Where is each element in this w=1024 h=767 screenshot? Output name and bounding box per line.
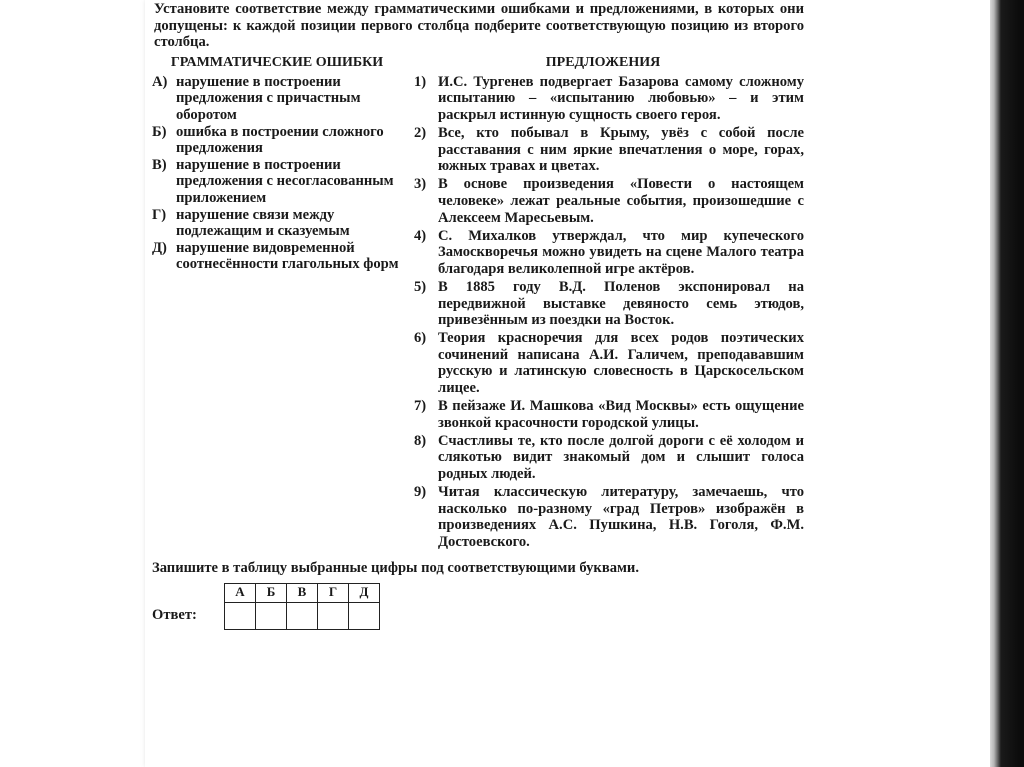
answer-instructions: Запишите в таблицу выбранные цифры под соответствующими буквами.	[152, 559, 639, 576]
sentence-text: Читая классическую литературу, замечаешь, что насколько по-разному «град Петров» изображён в произведениях А.С. Пушкина, Н.В. Гоголя, Ф.М. Достоевского.	[438, 484, 804, 550]
answer-input-cell[interactable]	[256, 602, 287, 629]
sentence-item	[414, 279, 804, 329]
sentence-text: Теория красноречия для всех родов поэтических сочинений написана А.И. Галичем, преподававшим русскую и латинскую словесность в Царскосельском лицее.	[438, 330, 804, 396]
sentence-item	[414, 228, 804, 278]
error-item	[152, 74, 414, 124]
error-item	[152, 240, 414, 273]
answer-table-header-row	[225, 583, 380, 602]
sentence-number: 3)	[414, 176, 427, 193]
error-text: нарушение связи между подлежащим и сказуемым	[176, 206, 350, 240]
sentence-item	[414, 433, 804, 483]
answer-input-cell[interactable]	[318, 602, 349, 629]
error-letter: Д)	[152, 239, 167, 256]
answer-input-cell[interactable]	[349, 602, 380, 629]
sentence-text: В пейзаже И. Машкова «Вид Москвы» есть ощущение звонкой красочности городской улицы.	[438, 398, 804, 431]
sentence-number: 6)	[414, 330, 427, 347]
sentence-item	[414, 398, 804, 431]
matching-columns	[152, 74, 804, 552]
heading-sentences: ПРЕДЛОЖЕНИЯ	[545, 54, 661, 70]
sentence-text: Счастливы те, кто после долгой дороги с её холодом и слякотью видит знакомый дом и слышит голоса родных людей.	[438, 432, 804, 482]
error-letter: Г)	[152, 206, 167, 223]
error-text: нарушение в построении предложения с причастным оборотом	[176, 73, 361, 123]
error-letter: Б)	[152, 123, 167, 140]
answer-block	[152, 583, 804, 630]
sentence-item	[414, 330, 804, 396]
task-instructions: Установите соответствие между грамматическими ошибками и предложениями, в которых они допущены: к каждой позиции первого столбца подберите соответствующую позицию из второго столбца.	[154, 1, 804, 51]
sentence-text: С. Михалков утверждал, что мир купеческого Замоскворечья можно увидеть на сцене Малого театра благодаря великолепной игре актёров.	[438, 227, 804, 277]
sentence-number: 9)	[414, 484, 427, 501]
errors-column	[152, 74, 414, 552]
answer-letter-cell: А	[225, 583, 256, 602]
task-document	[152, 0, 804, 767]
sentences-column	[414, 74, 804, 552]
answer-letter-cell: Б	[256, 583, 287, 602]
error-item	[152, 207, 414, 240]
answer-letter-cell: Г	[318, 583, 349, 602]
heading-grammatical-errors: ГРАММАТИЧЕСКИЕ ОШИБКИ	[170, 54, 384, 70]
sentence-number: 4)	[414, 227, 427, 244]
error-text: нарушение видовременной соотнесённости глагольных форм	[176, 239, 399, 273]
sentence-number: 7)	[414, 398, 427, 415]
answer-table-input-row	[225, 602, 380, 629]
error-text: ошибка в построении сложного предложения	[176, 123, 384, 157]
sentence-item	[414, 74, 804, 124]
sentence-number: 5)	[414, 278, 427, 295]
slide-edge-shadow	[990, 0, 1024, 767]
sentence-number: 1)	[414, 73, 427, 90]
answer-input-cell[interactable]	[287, 602, 318, 629]
column-headings	[152, 55, 804, 70]
error-item	[152, 124, 414, 157]
answer-letter-cell: Д	[349, 583, 380, 602]
error-item	[152, 157, 414, 207]
sentence-text: Все, кто побывал в Крыму, увёз с собой после расставания с ним яркие впечатления о море, горах, южных травах и цветах.	[438, 125, 804, 175]
error-letter: В)	[152, 156, 167, 173]
sentence-text: В 1885 году В.Д. Поленов экспонировал на передвижной выставке девяносто семь этюдов, привезённым из поездки на Восток.	[438, 278, 804, 329]
sentence-number: 2)	[414, 125, 427, 142]
answer-letter-cell: В	[287, 583, 318, 602]
answer-table	[224, 583, 380, 630]
sentence-item	[414, 176, 804, 226]
answer-input-cell[interactable]	[225, 602, 256, 629]
answer-label: Ответ:	[152, 606, 197, 623]
error-text: нарушение в построении предложения с несогласованным приложением	[176, 156, 394, 206]
sentence-text: В основе произведения «Повести о настоящем человеке» лежат реальные события, произошедшие с Алексеем Маресьевым.	[438, 176, 804, 226]
sentence-number: 8)	[414, 432, 427, 449]
sentence-item	[414, 125, 804, 175]
sentence-text: И.С. Тургенев подвергает Базарова самому сложному испытанию – «испытанию любовью» – и этим раскрыл истинную сущность своего героя.	[438, 73, 804, 123]
error-letter: А)	[152, 73, 168, 90]
sentence-item	[414, 484, 804, 550]
